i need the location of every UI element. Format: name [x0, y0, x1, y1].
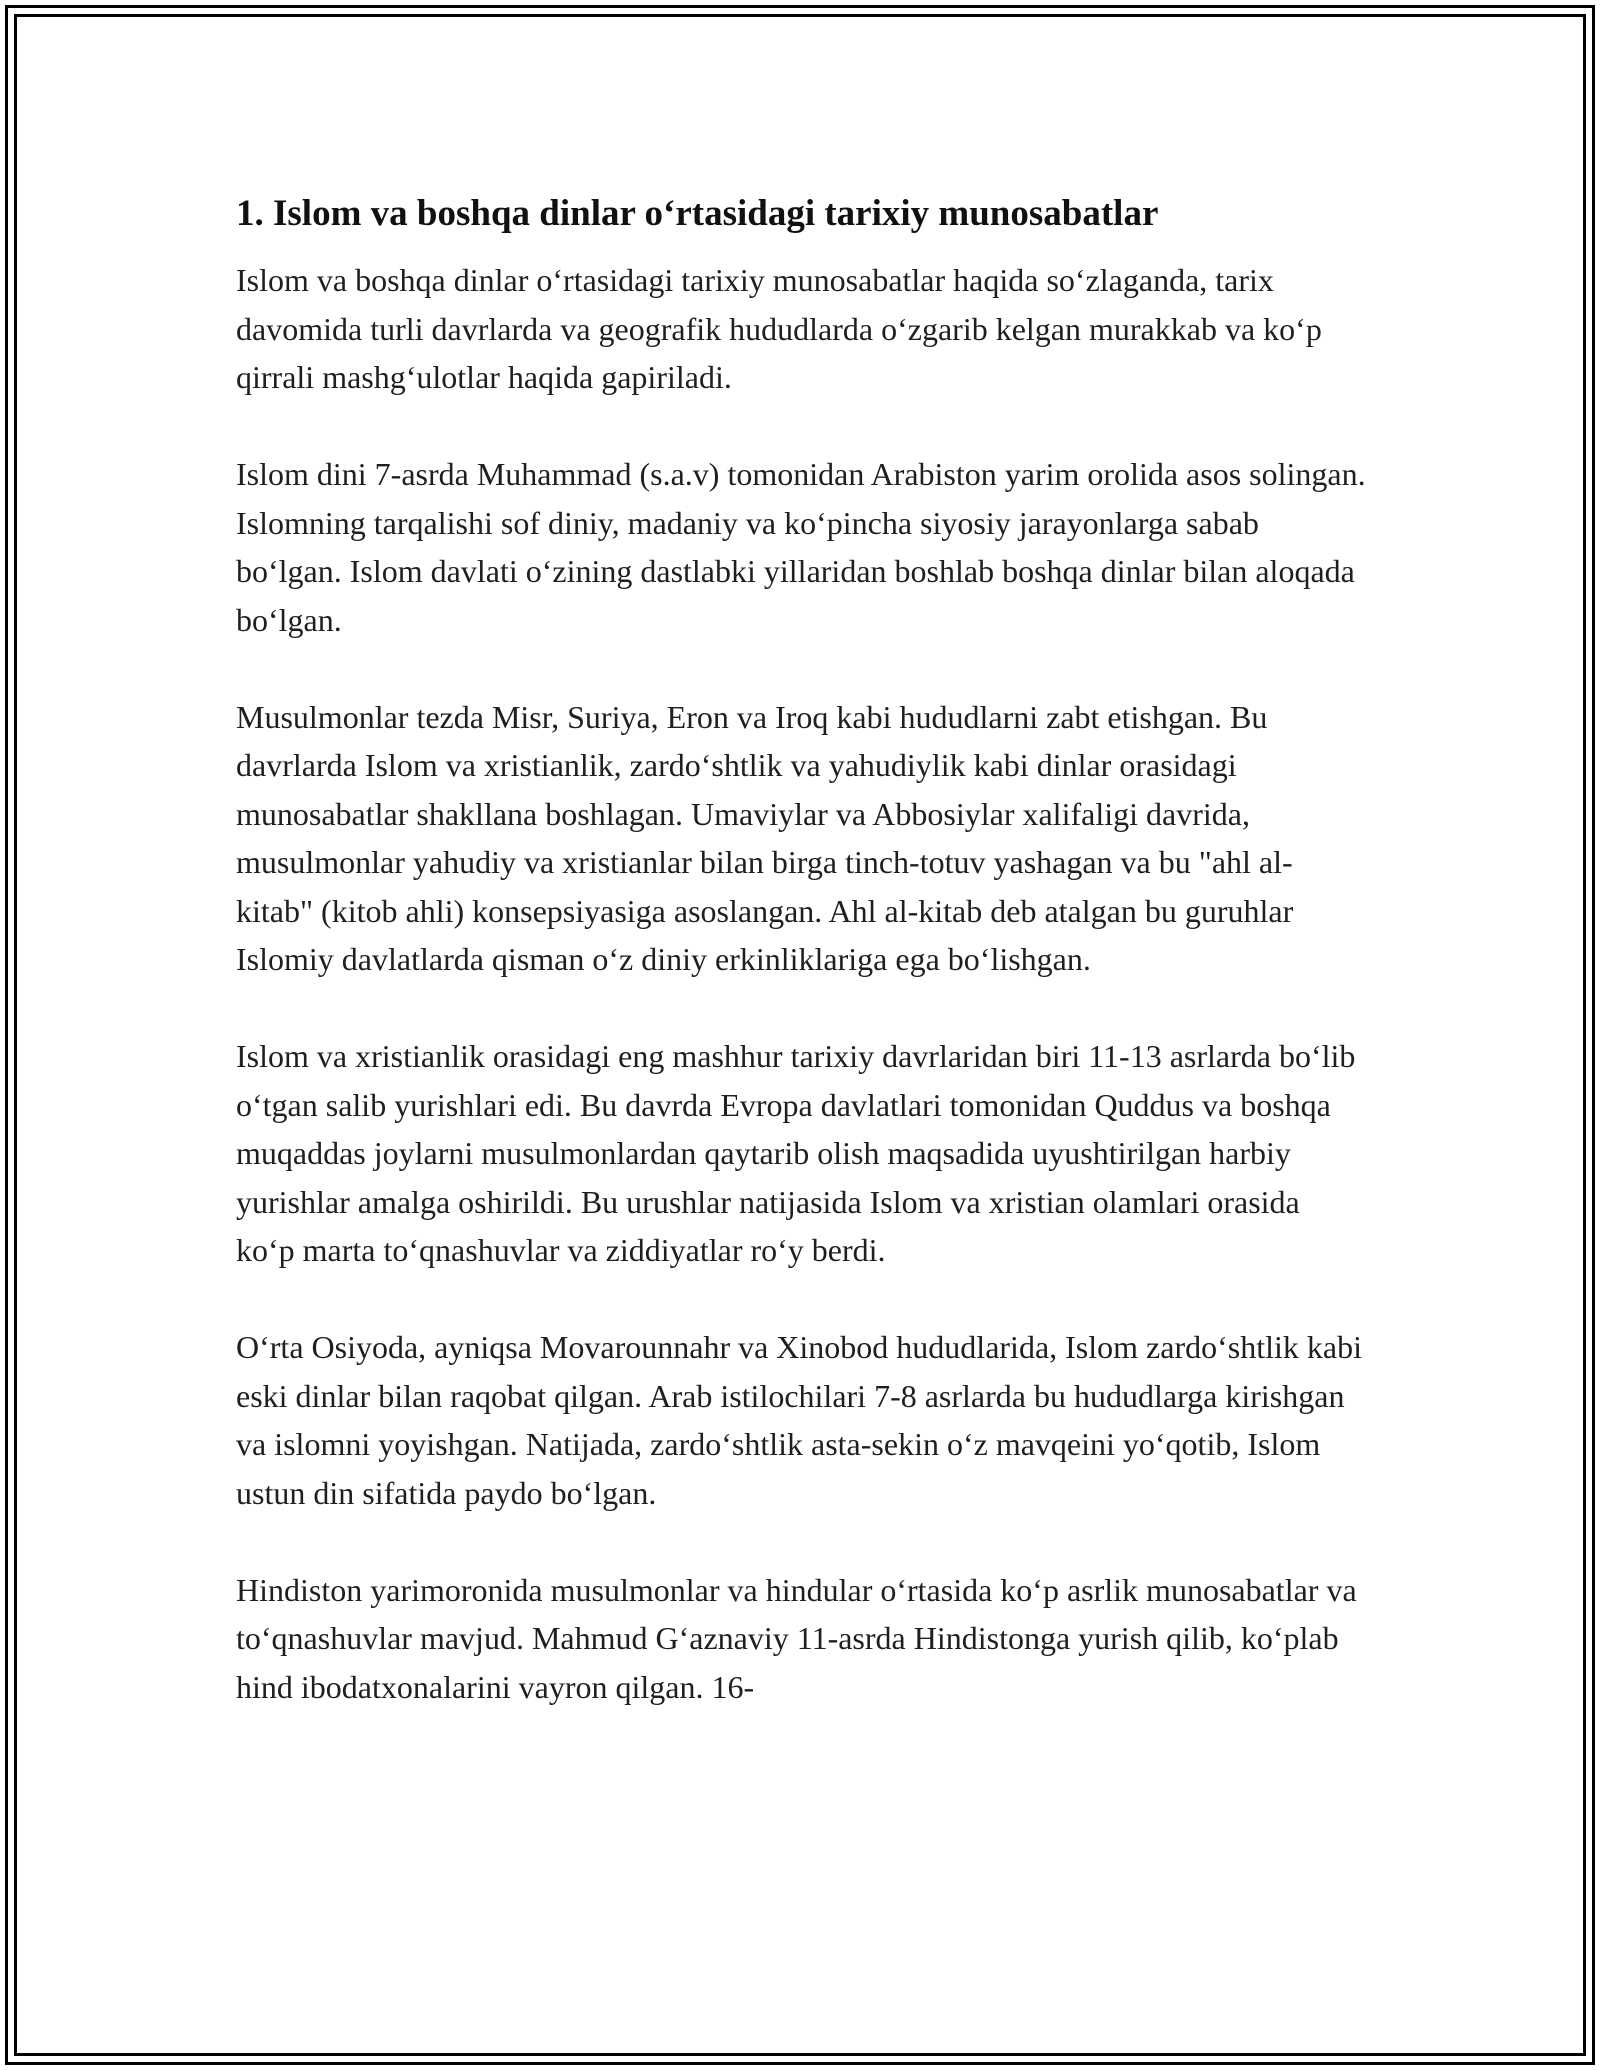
paragraph-central-asia: O‘rta Osiyoda, ayniqsa Movarounnahr va Xinobod hududlarida, Islom zardo‘shtlik kabi eski dinlar bilan raqobat qilgan. Arab istilochilari 7-8 asrlarda bu hududlarga kirishgan va islomni yoyishgan. Natijada, zardo‘shtlik asta-sekin o‘z mavqeini yo‘qotib, Islom ustun din sifatida paydo bo‘lgan. [236, 1329, 1362, 1511]
paragraph-origins: Islom dini 7-asrda Muhammad (s.a.v) tomonidan Arabiston yarim orolida asos solingan. Islomning tarqalishi sof diniy, madaniy va ko‘pincha siyosiy jarayonlarga sabab bo‘lgan. Islom davlati o‘zining dastlabki yillaridan boshlab boshqa dinlar bilan aloqada bo‘lgan. [236, 456, 1366, 638]
paragraph-crusades: Islom va xristianlik orasidagi eng mashhur tarixiy davrlaridan biri 11-13 asrlarda bo‘lib o‘tgan salib yurishlari edi. Bu davrda Evropa davlatlari tomonidan Quddus va boshqa muqaddas joylarni musulmonlardan qaytarib olish maqsadida uyushtirilgan harbiy yurishlar amalga oshirildi. Bu urushlar natijasida Islom va xristian olamlari orasida ko‘p marta to‘qnashuvlar va ziddiyatlar ro‘y berdi. [236, 1038, 1356, 1268]
paragraph-conquests: Musulmonlar tezda Misr, Suriya, Eron va Iroq kabi hududlarni zabt etishgan. Bu davrlarda Islom va xristianlik, zardo‘shtlik va yahudiylik kabi dinlar orasidagi munosabatlar shakllana boshlagan. Umaviylar va Abbosiylar xalifaligi davrida, musulmonlar yahudiy va xristianlar bilan birga tinch-totuv yashagan va bu "ahl al-kitab" (kitob ahli) konsepsiyasiga asoslangan. Ahl al-kitab deb atalgan bu guruhlar Islomiy davlatlarda qisman o‘z diniy erkinliklariga ega bo‘lishgan. [236, 698, 1294, 977]
paragraph-intro: Islom va boshqa dinlar o‘rtasidagi tarixiy munosabatlar haqida so‘zlaganda, tarix davomida turli davrlarda va geografik hududlarda o‘zgarib kelgan murakkab va ko‘p qirrali mashg‘ulotlar haqida gapiriladi. [236, 262, 1322, 395]
paragraph-india: Hindiston yarimoronida musulmonlar va hindular o‘rtasida ko‘p asrlik munosabatlar va to‘qnashuvlar mavjud. Mahmud G‘aznaviy 11-asrda Hindistonga yurish qilib, ko‘plab hind ibodatxonalarini vayron qilgan. 16- [236, 1571, 1357, 1705]
section-heading: 1. Islom va boshqa dinlar o‘rtasidagi tarixiy munosabatlar [236, 193, 1159, 234]
document-body [236, 190, 1366, 1711]
